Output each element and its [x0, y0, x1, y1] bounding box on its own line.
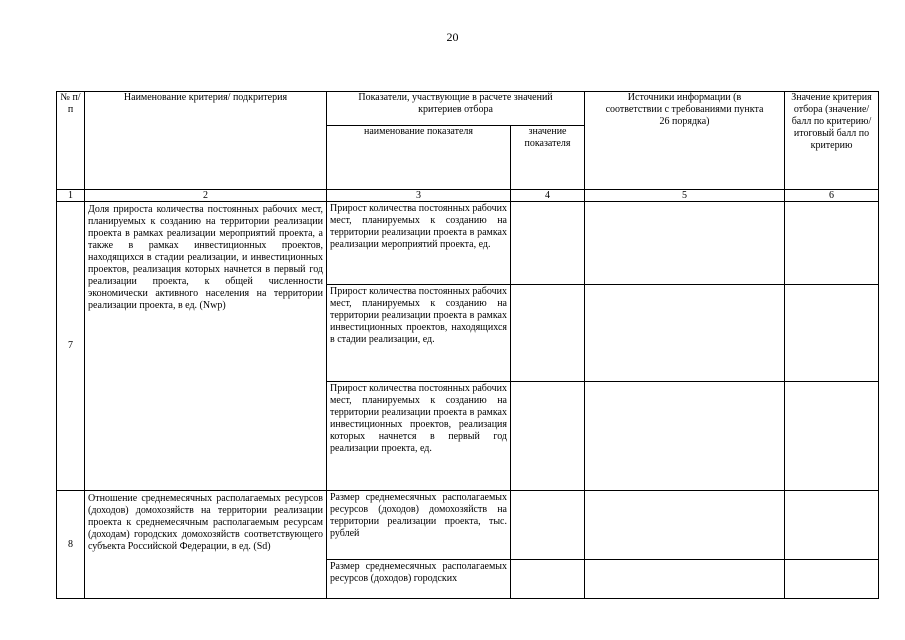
indicator-value-cell: [511, 491, 585, 560]
sources-cell: [585, 285, 785, 382]
header-row: [57, 92, 879, 126]
sources-cell: [585, 202, 785, 285]
column-number: 2: [85, 190, 327, 202]
table-row: [57, 202, 879, 285]
score-cell: [785, 382, 879, 491]
row-number: 8: [57, 491, 85, 599]
header-indicator-value: значение показателя: [511, 126, 585, 190]
criteria-table: [56, 91, 879, 599]
page-number: 20: [446, 30, 459, 44]
column-number: 4: [511, 190, 585, 202]
score-cell: [785, 560, 879, 599]
table-row: [57, 491, 879, 560]
column-number: 1: [57, 190, 85, 202]
indicator-name-cell: Прирост количества постоянных рабочих мест, планируемых к созданию на территории реализации проекта в рамках инвестиционных проектов, находящихся в стадии реализации, ед.: [327, 285, 511, 382]
sources-cell: [585, 560, 785, 599]
indicator-name-cell: Прирост количества постоянных рабочих мест, планируемых к созданию на территории реализации проекта в рамках реализации мероприятий проекта, ед.: [327, 202, 511, 285]
indicator-value-cell: [511, 560, 585, 599]
indicator-value-cell: [511, 202, 585, 285]
column-number: 3: [327, 190, 511, 202]
header-criterion-name: Наименование критерия/ подкритерия: [85, 92, 327, 190]
score-cell: [785, 285, 879, 382]
header-indicators-group: Показатели, участвующие в расчете значений критериев отбора: [327, 92, 585, 126]
indicator-name-cell: Прирост количества постоянных рабочих мест, планируемых к созданию на территории реализации проекта в рамках инвестиционных проектов, реализация которых начнется в первый год реализации проекта, ед.: [327, 382, 511, 491]
sources-cell: [585, 382, 785, 491]
score-cell: [785, 202, 879, 285]
score-cell: [785, 491, 879, 560]
column-number: 5: [585, 190, 785, 202]
header-sources: Источники информации (в соответствии с требованиями пункта 26 порядка): [585, 92, 785, 190]
criterion-cell: Доля прироста количества постоянных рабочих мест, планируемых к созданию на территории реализации проекта в рамках реализации мероприятий проекта, а также в рамках инвестиционных проектов, находящихся в стадии реализации, и инвестиционных проектов, реализация которых начнется в первый год реализации проекта, к общей численности экономически активного населения на территории реализации проекта, в ед. (Nwp): [85, 202, 327, 491]
header-score: Значение критерия отбора (значение/ балл по критерию/ итоговый балл по критерию: [785, 92, 879, 190]
indicator-name-cell: Размер среднемесячных располагаемых ресурсов (доходов) городских: [327, 560, 511, 599]
indicator-name-cell: Размер среднемесячных располагаемых ресурсов (доходов) домохозяйств на территории реализации проекта, тыс. рублей: [327, 491, 511, 560]
column-number-row: [57, 190, 879, 202]
sources-cell: [585, 491, 785, 560]
indicator-value-cell: [511, 285, 585, 382]
header-number: № п/п: [57, 92, 85, 190]
row-number: 7: [57, 202, 85, 491]
column-number: 6: [785, 190, 879, 202]
criterion-cell: Отношение среднемесячных располагаемых ресурсов (доходов) домохозяйств на территории реализации проекта к среднемесячным располагаемым ресурсам (доходам) городских домохозяйств соответствующего субъекта Российской Федерации, в ед. (Sd): [85, 491, 327, 599]
header-indicator-name: наименование показателя: [327, 126, 511, 190]
indicator-value-cell: [511, 382, 585, 491]
